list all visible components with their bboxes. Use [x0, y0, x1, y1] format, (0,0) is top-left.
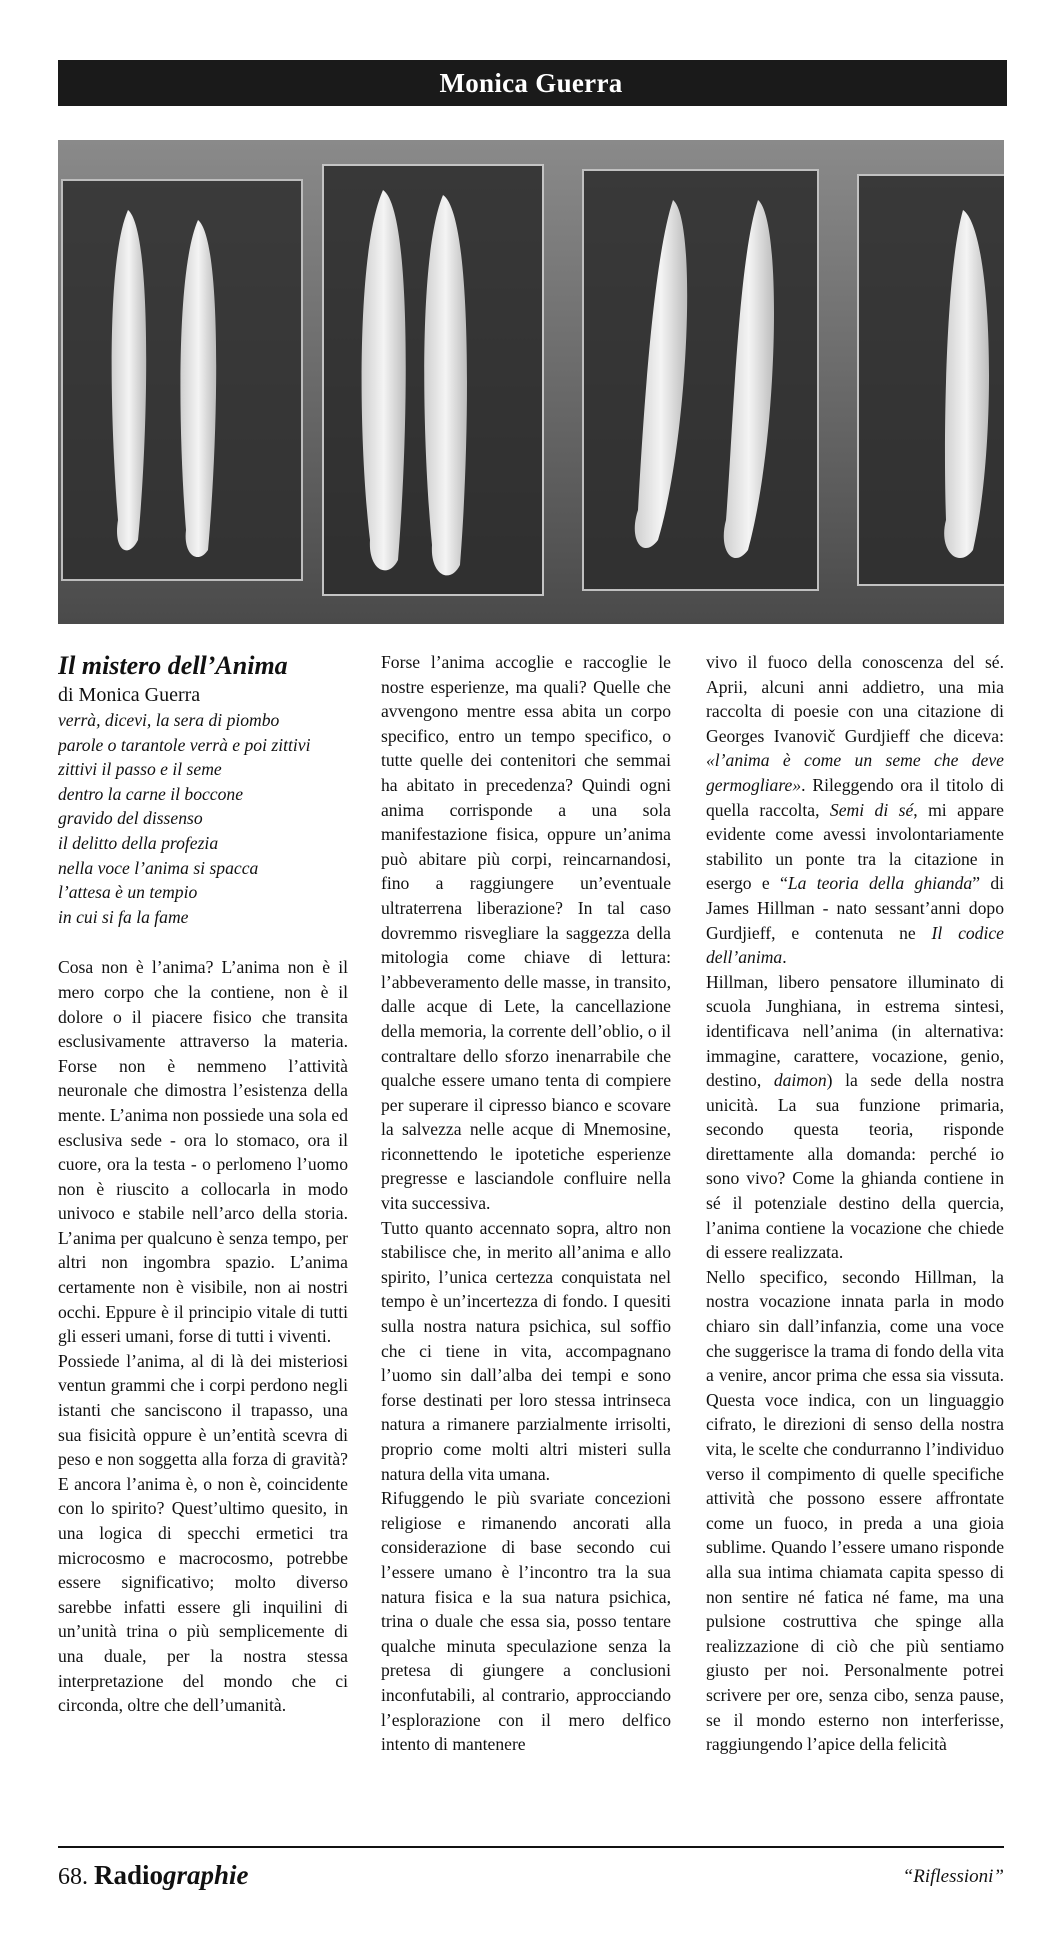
poem-line: dentro la carne il boccone	[58, 783, 244, 804]
header-author: Monica Guerra	[439, 67, 623, 98]
body-paragraph: Forse l’anima accoglie e raccoglie le nostre esperienze, ma quali? Quelle che avvengono mentre essa abita un corpo specifico, entro un tempo specifico, o tutte quelle dei contenitori che semmai ha abitato in precedenza? Quindi ogni anima corrisponde a una sola manifestazione fisica, oppure un’anima può abitare più corpi, reincarnandosi, fino a raggiungere un’eventuale ultraterrena liberazione? In tal caso dovremmo risvegliare la saggezza della mitologia come chiave di lettura: l’abbeveramento delle masse, in transito, dalle acque di Lete, la cancellazione della memoria, la corrente dell’oblio, o il contraltare dello sforzo inenarrabile che qualche essere umano tenta di compiere per superare il cipresso bianco e scovare la salvezza nelle acque di Mnemosine, riconnettendo le ipotetiche esperienze pregresse e lasciandole confluire nella vita successiva.	[381, 652, 671, 1214]
poem-line: gravido del dissenso	[58, 808, 203, 829]
gurdjieff-quote: «l’anima è come un seme che deve germogliare»	[706, 750, 1004, 795]
poem-line: nella voce l’anima si spacca	[58, 857, 259, 878]
book-title: La teoria della ghianda	[787, 873, 973, 894]
body-paragraph: Rifuggendo le più svariate concezioni religiose e rimanendo ancorati alla considerazione di base secondo cui l’essere umano è l’incontro tra la sua natura fisica e la sua natura psichica, trina o duale che essa sia, posso tentare qualche minuta speculazione senza la pretesa di giungere a conclusioni inconfutabili, al contrario, approcciando l’esplorazione con il mero delfico intento di mantenere	[381, 1488, 671, 1755]
article-photo	[58, 140, 1004, 624]
body-paragraph	[706, 650, 1004, 970]
poem-line: parole o tarantole verrà e poi zittivi	[58, 734, 311, 755]
text-run: .	[782, 947, 787, 968]
daimon-term: daimon	[773, 1070, 827, 1091]
section-name: “Riflessioni”	[902, 1866, 1004, 1887]
body-paragraph: Cosa non è l’anima? L’anima non è il mero corpo che la contiene, non è il dolore o il piacere fisico che transita esclusivamente attraverso la materia. Forse non è nemmeno l’attività neuronale che dimostra l’esistenza della mente. L’anima non possiede una sola ed esclusiva sede - ora lo stomaco, ora il cuore, ora la testa - o perlomeno l’uomo non è riuscito a collocarla in modo univoco e stabile nell’arco della storia. L’anima per qualcuno è senza tempo, per altri non ingombra spazio. L’anima certamente non è visibile, non ai nostri occhi. Eppure è il principio vitale di tutti gli esseri umani, forse di tutti i viventi.	[58, 957, 348, 1347]
text-run: Hillman, libero pensatore illuminato di scuola Junghiana, in estrema sintesi, identificava nell’anima (in alternativa: immagine, carattere, vocazione, genio, destino,	[706, 971, 1004, 1091]
author-header	[58, 60, 1004, 106]
text-run: , mi appare evidente come avessi involontariamente stabilito un ponte tra la citazione in esergo e “	[706, 799, 1004, 894]
text-run: vivo il fuoco della conoscenza del sé. Aprii, alcuni anni addietro, una mia raccolta di poesie con una citazione di Georges Ivanovič Gurdjieff che diceva:	[706, 652, 1004, 746]
book-title: Semi di sé	[829, 799, 914, 820]
column-2	[381, 650, 671, 1822]
magazine-name-plain: Radio	[94, 1860, 164, 1890]
poem	[58, 708, 348, 929]
column-1	[58, 650, 348, 1822]
article-body	[58, 650, 1004, 1822]
poem-line: zittivi il passo e il seme	[58, 759, 222, 780]
poem-line: in cui si fa la fame	[58, 906, 189, 927]
book-title: Il codice dell’anima	[706, 922, 1004, 968]
footer-magazine	[58, 1860, 249, 1892]
text-run: . Rileggendo ora il titolo di quella raccolta,	[706, 774, 1004, 820]
column-3	[706, 650, 1004, 1822]
poem-line: il delitto della profezia	[58, 832, 219, 853]
article-title: Il mistero dell’Anima	[58, 651, 288, 680]
article-byline: di Monica Guerra	[58, 684, 201, 706]
magazine-name-italic: graphie	[163, 1860, 249, 1890]
text-run: ” di James Hillman - nato sessant’anni dopo Gurdjieff, e contenuta ne	[706, 873, 1004, 943]
body-paragraph: Nello specifico, secondo Hillman, la nostra vocazione innata parla in modo chiaro sin dall’infanzia, come una voce che suggerisce la trama di fondo della vita a venire, ancor prima che essa sia vissuta. Questa voce indica, con un linguaggio cifrato, le direzioni di senso della nostra vita, le scelte che condurranno l’individuo verso il compimento di quelle specifiche attività che possono essere affrontate come un fuoco, in preda a una gioia sublime. Quando l’essere umano risponde alla sua intima chiamata capita spesso di non sentire né fatica né fame, ma una pulsione costruttiva che spinge alla realizzazione di ciò che più sentiamo giusto per noi. Personalmente potrei scrivere per ore, senza cibo, senza pause, se il mondo esterno non interferisse, raggiungendo l’apice della felicità	[706, 1266, 1004, 1755]
body-paragraph: Possiede l’anima, al di là dei misteriosi ventun grammi che i corpi perdono negli istanti che sanciscono il trapasso, una sua fisicità oppure è un’entità scevra di peso e non soggetta alla forza di gravità? E ancora l’anima è, o non è, coincidente con lo spirito? Quest’ultimo quesito, in una logica di specchi ermetici tra microcosmo e macrocosmo, potrebbe essere significativo; molto diverso sarebbe infatti essere gli inquilini di un’unità trina o più semplicemente di una duale, per la nostra stessa interpretazione del mondo che ci circonda, oltre che dell’umanità.	[58, 1350, 348, 1716]
magazine-name	[94, 1860, 249, 1890]
poem-line: l’attesa è un tempio	[58, 882, 198, 903]
footer-divider	[58, 1846, 1004, 1848]
sculpture-photo-icon	[58, 140, 1004, 624]
poem-line: verrà, dicevi, la sera di piombo	[58, 710, 280, 730]
body-paragraph: Tutto quanto accennato sopra, altro non stabilisce che, in merito all’anima e allo spirito, l’unica certezza conquistata nel tempo è un’incertezza di fondo. I quesiti sulla nostra natura psichica, sul soffio che ci tiene in vita, accompagnano l’uomo sin dall’alba dei tempi e sono forse destinati per loro stessa intrinseca natura a rimanere parzialmente irrisolti, proprio come molti altri misteri sulla natura della vita umana.	[381, 1217, 671, 1484]
page-number: 68.	[58, 1864, 88, 1890]
text-run: ) la sede della nostra unicità. La sua funzione primaria, secondo questa teoria, risponde direttamente alla domanda: perché io sono vivo? Come la ghianda contiene in sé il potenziale destino della quercia, l’anima contiene la vocazione che chiede di essere realizzata.	[706, 1070, 1004, 1263]
body-paragraph	[706, 970, 1004, 1265]
